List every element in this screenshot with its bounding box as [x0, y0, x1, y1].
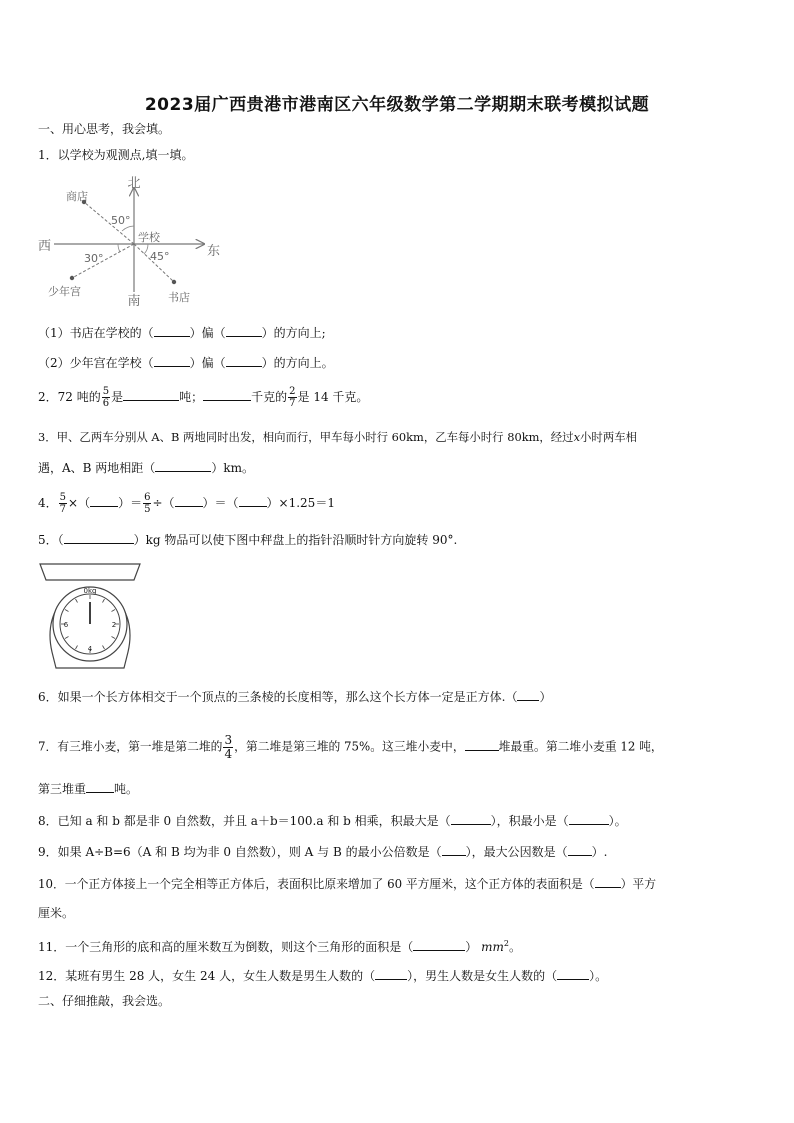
question-6: 6．如果一个长方体相交于一个顶点的三条棱的长度相等，那么这个长方体一定是正方体.（ ） [38, 690, 552, 704]
question-9: 9．如果 A÷B=6（A 和 B 均为非 0 自然数），则 A 与 B 的最小公倍数是（ ），最大公因数是（ ）. [38, 845, 608, 859]
page-title: 2023届广西贵港市港南区六年级数学第二学期期末联考模拟试题 [144, 95, 650, 115]
answer-blank[interactable] [175, 494, 203, 507]
question-10-line-2: 厘米。 [38, 906, 75, 920]
answer-blank[interactable] [226, 324, 262, 337]
section-heading-fill: 一、用心思考，我会填。 [38, 122, 171, 136]
dial-label-2: 2 [111, 621, 117, 629]
bookstore-label: 书店 [168, 291, 190, 304]
north-label: 北 [127, 176, 141, 191]
answer-blank[interactable] [413, 938, 465, 951]
south-label: 南 [127, 294, 141, 309]
answer-blank[interactable] [451, 812, 491, 825]
answer-blank[interactable] [442, 843, 466, 856]
question-4: 4． $\frac{5}{7}$ ×（ ）＝ $\frac{6}{5}$ ÷（ ）＝（ ）×1.25＝1 [38, 492, 335, 515]
answer-blank[interactable] [90, 494, 118, 507]
angle-arc-book [144, 244, 148, 254]
fraction: $\frac{5}{6}$ [102, 386, 110, 409]
youth-palace-point [70, 276, 74, 280]
answer-blank[interactable] [154, 354, 190, 367]
answer-blank[interactable] [86, 780, 114, 793]
west-label: 西 [38, 239, 52, 254]
answer-blank[interactable] [64, 531, 134, 544]
dial-label-0kg: 0kg [83, 587, 97, 595]
question-7-line-2: 第三堆重 吨。 [38, 782, 139, 796]
answer-blank[interactable] [568, 843, 592, 856]
answer-blank[interactable] [155, 459, 211, 472]
answer-blank[interactable] [123, 388, 179, 401]
answer-blank[interactable] [517, 688, 539, 701]
fraction: $\frac{3}{4}$ [224, 733, 233, 761]
question-11: 11．一个三角形的底和高的厘米数互为倒数，则这个三角形的面积是（ ） $mm^2$。 [38, 939, 521, 954]
question-3-line-1: 3．甲、乙两车分别从 A、B 两地同时出发，相向而行，甲车每小时行 60km，乙车每小时行 80km，经过x小时两车相 [38, 430, 637, 444]
question-7-line-1: 7．有三堆小麦，第一堆是第二堆的 $\frac{3}{4}$ ，第二堆是第三堆的 75%。这三堆小麦中， 堆最重。第二堆小麦重 12 吨， [38, 733, 663, 761]
question-5: 5．（ ）kg 物品可以使下图中秤盘上的指针沿顺时针方向旋转 90°. [38, 533, 458, 547]
angle-shop-label: 50° [111, 214, 131, 227]
section-heading-choose: 二、仔细推敲，我会选。 [38, 994, 171, 1008]
dial-label-4: 4 [87, 645, 93, 653]
dial-label-6: 6 [63, 621, 69, 629]
scale-diagram [38, 562, 142, 670]
youth-palace-label: 少年宫 [48, 285, 81, 298]
scale-pan [40, 564, 140, 580]
question-3-line-2: 遇，A、B 两地相距（ ）km。 [38, 461, 254, 475]
fraction: $\frac{2}{7}$ [289, 386, 296, 409]
answer-blank[interactable] [569, 812, 609, 825]
answer-blank[interactable] [203, 388, 251, 401]
question-8: 8．已知 a 和 b 都是非 0 自然数，并且 a＋b＝100.a 和 b 相乘，积最大是（ ），积最小是（ ）。 [38, 814, 627, 828]
answer-blank[interactable] [239, 494, 267, 507]
question-2: 2．72 吨的 $\frac{5}{6}$ 是 吨； 千克的 $\frac{2}{7}$ 是 14 千克。 [38, 386, 369, 409]
answer-blank[interactable] [465, 738, 499, 751]
school-label: 学校 [138, 231, 160, 244]
angle-book-label: 45° [150, 250, 170, 263]
answer-blank[interactable] [226, 354, 262, 367]
question-10-line-1: 10．一个正方体接上一个完全相等正方体后，表面积比原来增加了 60 平方厘米，这个正方体的表面积是（ ）平方 [38, 877, 656, 891]
question-12: 12．某班有男生 28 人，女生 24 人，女生人数是男生人数的（ ），男生人数是女生人数的（ ）。 [38, 969, 608, 983]
question-1-stem: 1．以学校为观测点,填一填。 [38, 148, 194, 162]
angle-arc-youth [118, 244, 120, 252]
shop-label: 商店 [66, 190, 88, 203]
question-1-part-2: （2）少年宫在学校（ ）偏（ ）的方向上。 [38, 356, 334, 370]
question-1-part-1: （1）书店在学校的（ ）偏（ ）的方向上; [38, 326, 326, 340]
answer-blank[interactable] [557, 967, 589, 980]
fraction: $\frac{6}{5}$ [144, 492, 151, 515]
angle-youth-label: 30° [84, 252, 104, 265]
answer-blank[interactable] [375, 967, 407, 980]
bookstore-point [172, 280, 176, 284]
fraction: $\frac{5}{7}$ [59, 492, 67, 515]
east-label: 东 [207, 244, 221, 259]
answer-blank[interactable] [595, 875, 621, 888]
answer-blank[interactable] [154, 324, 190, 337]
compass-diagram [34, 174, 234, 310]
